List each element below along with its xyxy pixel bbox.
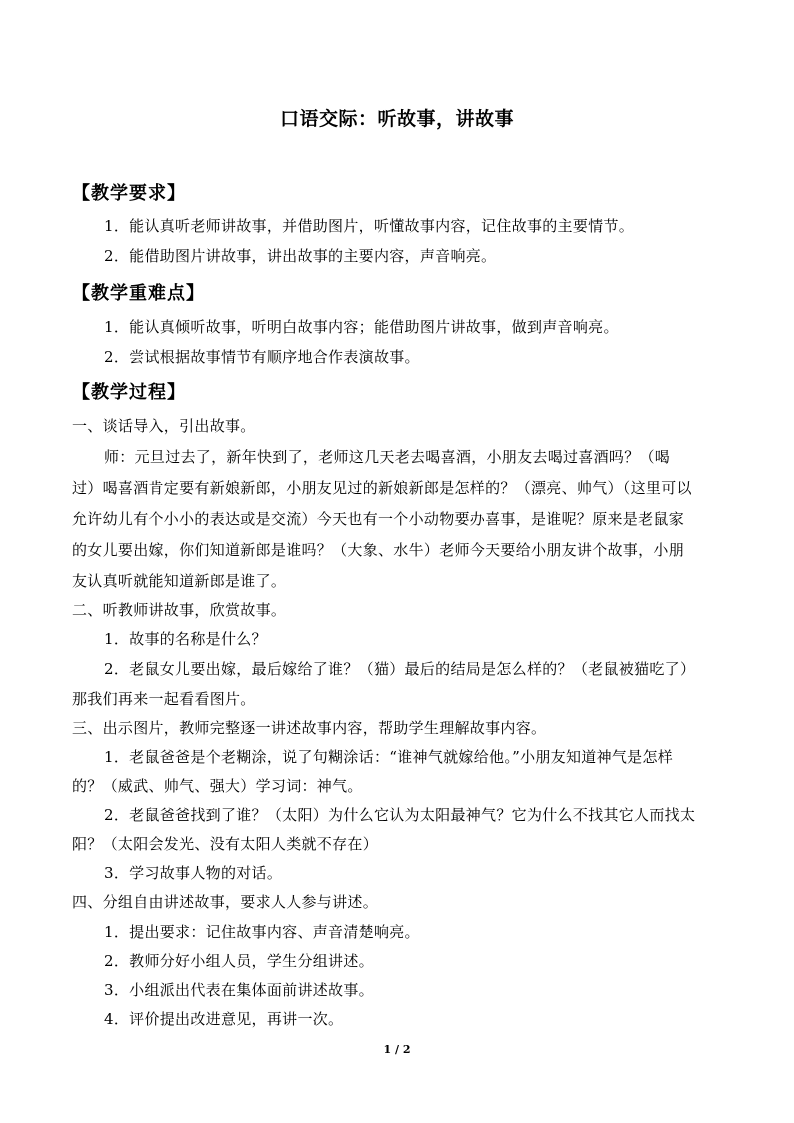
list-item: 3．小组派出代表在集体面前讲述故事。	[104, 981, 374, 999]
paragraph-line: 那我们再来一起看看图片。	[72, 690, 256, 708]
page-number: 1 / 2	[383, 1043, 411, 1056]
paragraph-line: 过）喝喜酒肯定要有新娘新郎，小朋友见过的新娘新郎是怎样的？（漂亮、帅气）（这里可以	[72, 479, 692, 497]
list-item: 1．老鼠爸爸是个老糊涂，说了句糊涂话：“谁神气就嫁给他。”小朋友知道神气是怎样	[104, 748, 674, 766]
list-item: 3．学习故事人物的对话。	[104, 864, 283, 882]
list-item: 2．老鼠女儿要出嫁，最后嫁给了谁？（猫）最后的结局是怎么样的？（老鼠被猫吃了）	[104, 660, 696, 678]
paragraph-line: 友认真听就能知道新郎是谁了。	[72, 572, 287, 590]
list-item: 2．老鼠爸爸找到了谁？（太阳）为什么它认为太阳最神气？它为什么不找其它人而找太	[104, 806, 696, 824]
requirement-item-2: 2．能借助图片讲故事，讲出故事的主要内容，声音响亮。	[104, 247, 497, 265]
list-item: 4．评价提出改进意见，再讲一次。	[104, 1010, 344, 1028]
list-item: 1．故事的名称是什么？	[104, 630, 267, 648]
key-point-item-2: 2．尝试根据故事情节有顺序地合作表演故事。	[104, 348, 420, 366]
paragraph-line: 允许幼儿有个小小的表达或是交流）今天也有一个小动物要办喜事，是谁呢？原来是老鼠家	[72, 510, 685, 528]
requirement-item-1: 1．能认真听老师讲故事，并借助图片，听懂故事内容，记住故事的主要情节。	[104, 217, 635, 235]
paragraph-line: 师：元旦过去了，新年快到了，老师这几天老去喝喜酒，小朋友去喝过喜酒吗？（喝	[104, 448, 671, 466]
process-step-2-heading: 二、听教师讲故事，欣赏故事。	[72, 601, 287, 619]
section-heading-key-points: 【教学重难点】	[72, 283, 205, 304]
paragraph-line: 的？（威武、帅气、强大）学习词：神气。	[72, 777, 363, 795]
process-step-1-heading: 一、谈话导入，引出故事。	[72, 417, 256, 435]
key-point-item-1: 1．能认真倾听故事，听明白故事内容；能借助图片讲故事，做到声音响亮。	[104, 318, 619, 336]
section-heading-requirements: 【教学要求】	[72, 183, 186, 204]
list-item: 1．提出要求：记住故事内容、声音清楚响亮。	[104, 923, 420, 941]
process-step-4-heading: 四、分组自由讲述故事，要求人人参与讲述。	[72, 893, 379, 911]
paragraph-line: 阳？（太阳会发光、没有太阳人类就不存在）	[72, 835, 379, 853]
section-heading-process: 【教学过程】	[72, 382, 186, 403]
document-title: 口语交际：听故事，讲故事	[279, 108, 514, 130]
list-item: 2．教师分好小组人员，学生分组讲述。	[104, 952, 374, 970]
paragraph-line: 的女儿要出嫁，你们知道新郎是谁吗？（大象、水牛）老师今天要给小朋友讲个故事，小朋	[72, 541, 685, 559]
process-step-3-heading: 三、出示图片，教师完整逐一讲述故事内容，帮助学生理解故事内容。	[72, 719, 547, 737]
